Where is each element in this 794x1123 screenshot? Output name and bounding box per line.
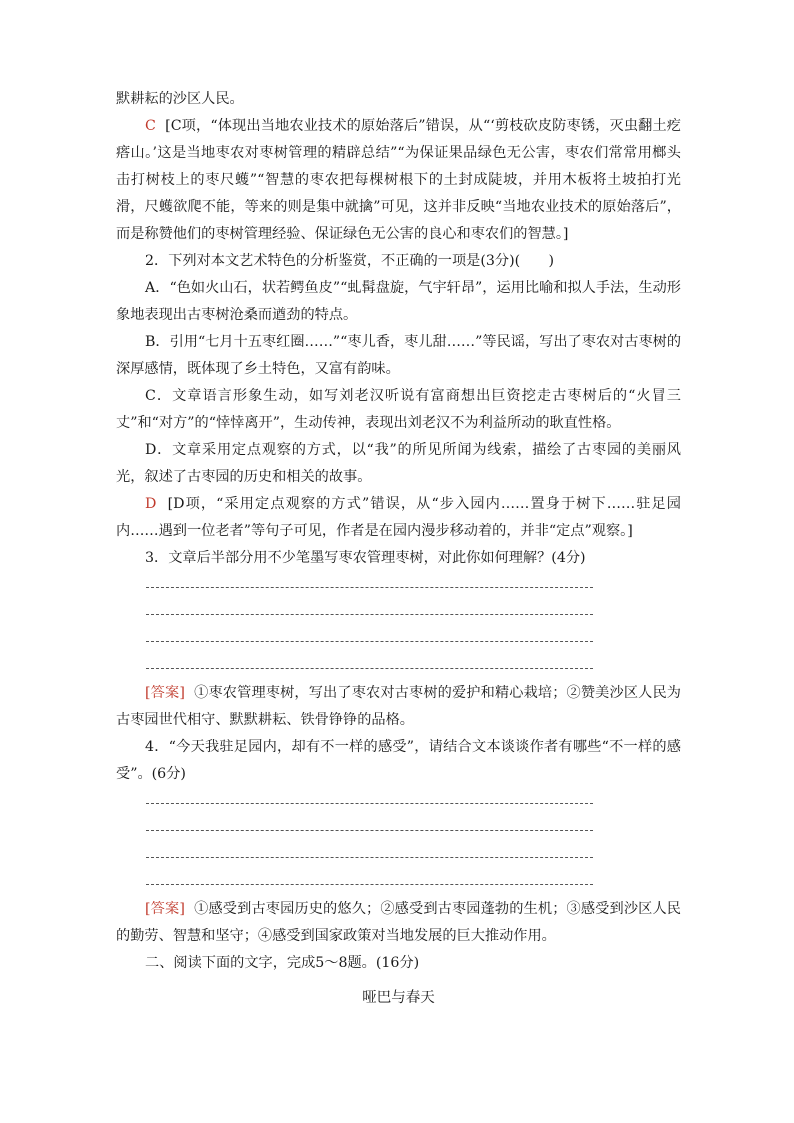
paragraph-continuation: 默耕耘的沙区人民。 [116, 91, 244, 107]
q2-stem: 2．下列对本文艺术特色的分析鉴赏，不正确的一项是(3分)( ) [145, 253, 555, 269]
q1-answer [116, 113, 681, 248]
q2-answer [116, 491, 681, 545]
q2-option-a: A．“色如火山石，状若鳄鱼皮”“虬髯盘旋，气宇轩昂”，运用比喻和拟人手法，生动形象地表现出古枣树沧桑而遒劲的特点。 [116, 280, 681, 323]
q4-answer-tag: [答案] [145, 901, 185, 917]
answer-line [116, 815, 681, 842]
section-heading: 二、阅读下面的文字，完成5～8题。(16分) [145, 955, 420, 971]
q1-answer-explanation: [C项，“体现出当地农业技术的原始落后”错误，从“‘剪枝砍皮防枣锈，灭虫翻土疙瘩山。’这是当地枣农对枣树管理的精辟总结”“为保证果品绿色无公害，枣农们常常用榔头击打树枝上的枣尺蠖”“智慧的枣农把每棵树根下的土封成陡坡，并用木板将土坡拍打光滑，尺蠖欲爬不能，等来的则是集中就擒”可见，这并非反映“当地农业技术的原始落后”，而是称赞他们的枣树管理经验、保证绿色无公害的良心和枣农们的智慧。] [116, 118, 681, 242]
answer-line [116, 599, 681, 626]
q4-answer-text: ①感受到古枣园历史的悠久；②感受到古枣园蓬勃的生机；③感受到沙区人民的勤劳、智慧和坚守；④感受到国家政策对当地发展的巨大推动作用。 [116, 901, 681, 944]
document-page [116, 86, 681, 1028]
q4-answer-lines [116, 788, 681, 896]
q3-stem: 3．文章后半部分用不少笔墨写枣农管理枣树，对此你如何理解？(4分) [145, 550, 586, 566]
q3-answer-tag: [答案] [145, 685, 185, 701]
q2-option-d: D．文章采用定点观察的方式，以“我”的所见所闻为线索，描绘了古枣园的美丽风光，叙述了古枣园的历史和相关的故事。 [116, 442, 681, 485]
passage-title: 哑巴与春天 [362, 990, 435, 1006]
answer-line [116, 788, 681, 815]
answer-line [116, 653, 681, 680]
q1-answer-letter: C [145, 118, 156, 134]
q2-option-b: B．引用“七月十五枣红圈……”“枣儿香，枣儿甜……”等民谣，写出了枣农对古枣树的深厚感情，既体现了乡土特色，又富有韵味。 [116, 334, 682, 377]
q2-option-c: C．文章语言形象生动，如写刘老汉听说有富商想出巨资挖走古枣树后的“火冒三丈”和“对方”的“悻悻离开”，生动传神，表现出刘老汉不为利益所动的耿直性格。 [116, 388, 681, 431]
answer-line [116, 842, 681, 869]
q3-answer [116, 680, 681, 734]
q2-answer-explanation: [D项，“采用定点观察的方式”错误，从“步入园内……置身于树下……驻足园内……遇到一位老者”等句子可见，作者是在园内漫步移动着的，并非“定点”观察。] [116, 496, 681, 539]
q4-answer [116, 896, 681, 950]
answer-line [116, 626, 681, 653]
q2-answer-letter: D [145, 496, 157, 512]
answer-line [116, 572, 681, 599]
answer-line [116, 869, 681, 896]
q3-answer-text: ①枣农管理枣树，写出了枣农对古枣树的爱护和精心栽培；②赞美沙区人民为古枣园世代相守、默默耕耘、铁骨铮铮的品格。 [116, 685, 681, 728]
q3-answer-lines [116, 572, 681, 680]
q4-stem: 4．“今天我驻足园内，却有不一样的感受”，请结合文本谈谈作者有哪些“不一样的感受”。(6分) [116, 739, 681, 782]
